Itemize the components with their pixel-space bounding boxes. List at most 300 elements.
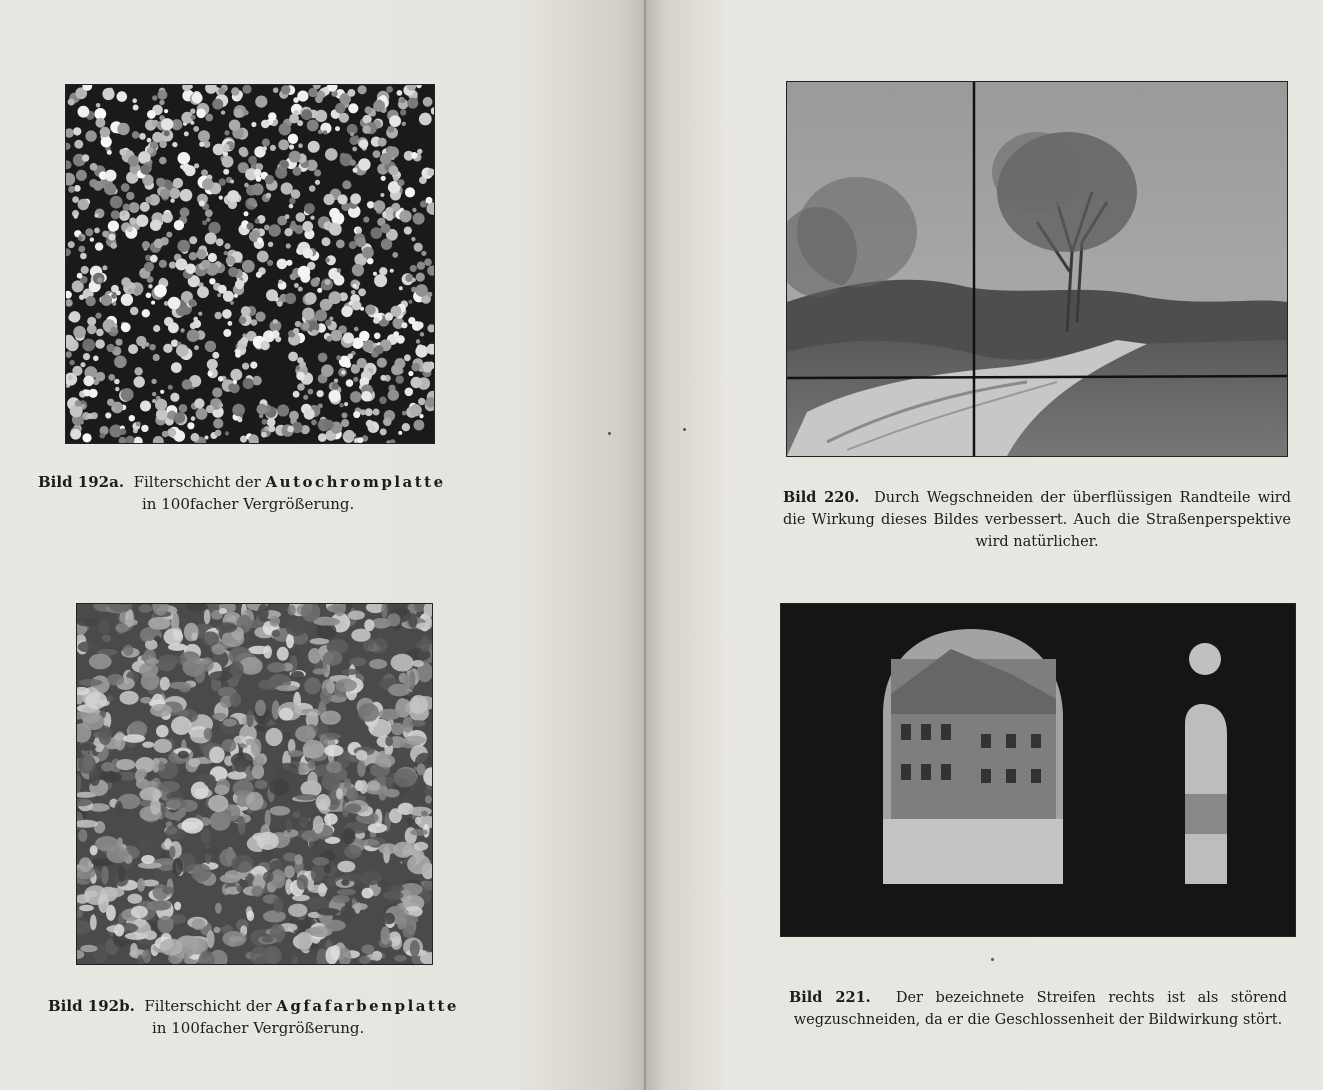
grain-dot (248, 156, 257, 165)
grain-dot (192, 93, 203, 104)
grain-dot (123, 204, 130, 211)
grain-dot (343, 332, 354, 343)
grain-blotch (407, 818, 413, 826)
grain-dot (398, 179, 405, 186)
grain-dot (97, 277, 103, 283)
grain-dot (358, 437, 364, 443)
grain-dot (255, 219, 260, 224)
grain-dot (325, 279, 331, 285)
grain-blotch (421, 811, 428, 817)
grain-dot (268, 332, 274, 338)
grain-blotch (160, 677, 170, 691)
grain-dot (415, 345, 428, 358)
grain-blotch (223, 719, 237, 727)
grain-blotch (178, 751, 189, 759)
grain-dot (359, 331, 369, 341)
grain-dot (325, 258, 330, 263)
grain-dot (255, 312, 265, 322)
grain-dot (270, 145, 276, 151)
grain-dot (255, 96, 267, 108)
grain-blotch (231, 855, 254, 873)
grain-blotch (204, 728, 213, 740)
grain-dot (189, 236, 197, 244)
grain-blotch (144, 633, 154, 641)
grain-dot (346, 379, 354, 387)
grain-blotch (79, 905, 94, 911)
grain-dot (303, 395, 308, 400)
grain-dot (348, 301, 352, 305)
grain-dot (367, 258, 374, 265)
grain-blotch (157, 916, 173, 933)
grain-dot (341, 306, 352, 317)
grain-dot (358, 288, 366, 296)
grain-dot (121, 294, 133, 306)
grain-dot (193, 317, 198, 322)
grain-blotch (125, 932, 148, 940)
grain-dot (405, 187, 415, 197)
grain-dot (164, 109, 168, 113)
grain-dot (278, 280, 282, 284)
grain-blotch (297, 875, 309, 890)
grain-dot (386, 86, 393, 93)
grain-dot (219, 178, 226, 185)
grain-dot (296, 372, 305, 381)
grain-dot (408, 371, 413, 376)
grain-dot (417, 262, 425, 270)
grain-dot (101, 136, 112, 147)
grain-dot (310, 216, 314, 220)
grain-blotch (79, 857, 92, 872)
grain-dot (164, 130, 170, 136)
grain-dot (413, 213, 425, 225)
grain-dot (351, 290, 356, 295)
grain-dot (347, 353, 353, 359)
grain-blotch (326, 761, 341, 774)
grain-blotch (269, 616, 280, 627)
grain-blotch (357, 760, 366, 777)
grain-blotch (378, 709, 400, 720)
grain-dot (96, 329, 104, 337)
grain-dot (105, 170, 117, 182)
grain-blotch (247, 910, 254, 921)
grain-blotch (214, 927, 221, 933)
grain-dot (358, 158, 370, 170)
grain-blotch (189, 758, 201, 767)
grain-dot (304, 203, 315, 214)
grain-dot (119, 149, 126, 156)
grain-dot (288, 352, 298, 362)
grain-blotch (171, 716, 191, 735)
grain-dot (378, 138, 387, 147)
grain-dot (312, 330, 318, 336)
grain-blotch (337, 889, 356, 896)
grain-dot (402, 122, 406, 126)
grain-blotch (410, 829, 428, 836)
grain-dot (251, 122, 256, 127)
grain-dot (381, 239, 392, 250)
grain-dot (242, 363, 249, 370)
grain-dot (308, 141, 320, 153)
grain-dot (402, 411, 407, 416)
grain-dot (191, 115, 196, 120)
grain-blotch (255, 780, 268, 789)
grain-dot (100, 433, 106, 439)
paper-speck (683, 428, 686, 431)
grain-blotch (328, 714, 336, 722)
grain-blotch (98, 726, 112, 746)
grain-dot (335, 103, 346, 114)
grain-dot (335, 126, 340, 131)
grain-dot (208, 371, 213, 376)
grain-dot (360, 409, 366, 415)
grain-dot (225, 431, 229, 435)
grain-dot (168, 385, 173, 390)
grain-dot (223, 329, 231, 337)
grain-dot (140, 202, 150, 212)
grain-blotch (219, 608, 227, 614)
grain-blotch (141, 855, 155, 864)
grain-blotch (375, 754, 395, 767)
landscape-photo-with-crop-lines (786, 81, 1288, 457)
grain-dot (365, 106, 373, 114)
grain-dot (289, 204, 294, 209)
grain-dot (380, 193, 384, 197)
grain-dot (354, 327, 359, 332)
grain-blotch (148, 617, 170, 630)
grain-dot (339, 403, 343, 407)
paper-speck (991, 958, 994, 961)
grain-blotch (172, 858, 183, 876)
grain-dot (66, 291, 72, 299)
grain-blotch (201, 828, 211, 844)
agfa-filter-micrograph (76, 603, 433, 965)
grain-blotch (323, 651, 343, 666)
grain-blotch (410, 720, 425, 727)
grain-blotch (79, 679, 103, 686)
grain-dot (176, 344, 189, 357)
grain-dot (107, 344, 115, 352)
grain-blotch (183, 658, 205, 677)
grain-blotch (209, 747, 225, 764)
grain-dot (342, 412, 348, 418)
grain-dot (411, 237, 415, 241)
grain-dot (415, 284, 428, 297)
grain-blotch (174, 902, 181, 911)
caption-label: Bild 192a. (38, 473, 125, 491)
grain-blotch (214, 785, 228, 796)
caption-221 (789, 987, 1287, 1031)
grain-dot (185, 264, 196, 275)
grain-dot (332, 383, 339, 390)
grain-blotch (293, 811, 301, 818)
grain-blotch (285, 617, 307, 637)
grain-dot (171, 340, 178, 347)
grain-blotch (182, 818, 204, 834)
grain-blotch (154, 900, 171, 910)
grain-blotch (209, 671, 232, 681)
grain-blotch (131, 722, 147, 735)
grain-dot (268, 242, 273, 247)
grain-dot (251, 319, 258, 326)
grain-dot (390, 439, 396, 443)
grain-dot (344, 402, 348, 406)
agfa-grain-pattern (77, 604, 432, 964)
archway-street-photo (780, 603, 1296, 937)
grain-dot (422, 362, 433, 373)
grain-dot (129, 218, 136, 225)
grain-blotch (202, 657, 214, 672)
grain-blotch (272, 630, 281, 638)
autochrom-filter-micrograph (65, 84, 435, 444)
grain-dot (66, 299, 73, 307)
grain-dot (374, 333, 381, 340)
grain-dot (323, 130, 327, 134)
grain-dot (93, 181, 103, 191)
grain-blotch (415, 790, 427, 807)
grain-blotch (367, 823, 387, 833)
grain-dot (139, 133, 146, 140)
grain-dot (362, 125, 371, 134)
grain-dot (373, 200, 385, 212)
grain-dot (159, 141, 167, 149)
grain-dot (145, 197, 151, 203)
grain-dot (207, 359, 218, 370)
grain-dot (324, 194, 335, 205)
caption-220 (783, 487, 1291, 553)
grain-blotch (106, 846, 129, 863)
grain-dot (227, 190, 239, 202)
grain-dot (273, 87, 279, 93)
grain-dot (142, 241, 150, 249)
grain-dot (173, 178, 183, 188)
grain-dot (336, 355, 341, 360)
grain-dot (117, 91, 128, 102)
grain-blotch (292, 956, 298, 964)
grain-dot (373, 150, 381, 158)
grain-dot (296, 212, 306, 222)
grain-dot (182, 379, 192, 389)
grain-dot (205, 114, 213, 122)
grain-dot (408, 317, 415, 324)
grain-dot (162, 431, 169, 438)
grain-blotch (286, 819, 292, 833)
grain-dot (132, 98, 137, 103)
grain-dot (421, 251, 426, 256)
grain-blotch (222, 931, 246, 947)
grain-dot (212, 99, 223, 110)
grain-dot (80, 362, 85, 367)
grain-dot (101, 295, 112, 306)
grain-dot (184, 131, 189, 136)
archway-illustration (781, 604, 1295, 936)
grain-dot (373, 317, 379, 323)
grain-dot (208, 222, 220, 234)
grain-dot (121, 388, 134, 401)
grain-blotch (178, 683, 191, 693)
grain-blotch (162, 887, 174, 894)
grain-blotch (124, 619, 137, 626)
grain-blotch (204, 609, 211, 624)
grain-blotch (131, 906, 148, 919)
grain-blotch (99, 619, 110, 635)
grain-dot (287, 426, 294, 433)
grain-dot (361, 391, 372, 402)
grain-dot (317, 390, 324, 397)
grain-blotch (420, 636, 430, 653)
grain-blotch (308, 760, 316, 769)
grain-blotch (234, 736, 247, 744)
grain-dot (213, 418, 223, 428)
grain-dot (121, 277, 131, 287)
grain-blotch (255, 700, 266, 717)
grain-dot (387, 147, 399, 159)
grain-dot (228, 384, 236, 392)
grain-dot (373, 409, 380, 416)
grain-dot (199, 200, 205, 206)
grain-blotch (164, 628, 184, 645)
grain-dot (406, 153, 412, 159)
grain-blotch (165, 798, 187, 810)
grain-dot (222, 144, 229, 151)
grain-dot (174, 412, 185, 423)
grain-dot (134, 287, 143, 296)
grain-dot (405, 388, 414, 397)
grain-dot (414, 243, 423, 252)
grain-dot (353, 411, 360, 418)
grain-dot (243, 378, 254, 389)
grain-dot (399, 210, 411, 222)
grain-dot (402, 423, 410, 431)
grain-dot (168, 297, 181, 310)
grain-dot (90, 163, 98, 171)
grain-dot (152, 392, 156, 396)
grain-dot (358, 85, 367, 94)
grain-dot (392, 252, 398, 258)
grain-dot (344, 430, 355, 441)
grain-dot (169, 262, 176, 269)
grain-dot (110, 196, 123, 209)
grain-dot (66, 128, 74, 137)
grain-dot (194, 345, 199, 350)
grain-dot (242, 260, 255, 273)
grain-blotch (277, 647, 289, 661)
grain-dot (289, 151, 301, 163)
grain-blotch (359, 956, 370, 964)
grain-blotch (303, 740, 325, 759)
grain-blotch (229, 692, 241, 707)
grain-dot (70, 404, 83, 417)
grain-blotch (139, 604, 153, 613)
grain-dot (110, 242, 117, 249)
grain-blotch (106, 695, 114, 702)
grain-dot (380, 375, 386, 381)
grain-dot (170, 393, 179, 402)
grain-dot (417, 85, 422, 88)
grain-dot (212, 387, 222, 397)
grain-dot (399, 286, 403, 290)
grain-dot (209, 278, 215, 284)
grain-dot (298, 287, 303, 292)
grain-dot (266, 289, 278, 301)
grain-dot (111, 293, 117, 299)
grain-dot (373, 272, 377, 276)
grain-blotch (89, 654, 112, 670)
grain-dot (387, 126, 394, 133)
grain-blotch (324, 813, 338, 825)
grain-dot (261, 432, 267, 438)
grain-dot (70, 429, 81, 440)
grain-dot (85, 346, 89, 350)
grain-dot (362, 247, 374, 259)
grain-dot (401, 322, 407, 328)
grain-dot (241, 337, 249, 345)
grain-dot (401, 98, 406, 103)
grain-dot (82, 433, 91, 442)
grain-dot (179, 404, 188, 413)
grain-blotch (158, 761, 165, 771)
grain-dot (294, 283, 299, 288)
caption-192a (38, 471, 478, 515)
grain-dot (83, 389, 88, 394)
grain-blotch (391, 654, 414, 672)
grain-dot (115, 387, 119, 391)
grain-dot (212, 352, 219, 359)
grain-dot (308, 389, 314, 395)
grain-dot (416, 273, 425, 282)
caption-label: Bild 221. (789, 989, 871, 1006)
grain-dot (412, 208, 416, 212)
grain-blotch (368, 719, 391, 737)
grain-dot (365, 305, 376, 316)
grain-blotch (101, 866, 109, 885)
grain-dot (266, 193, 272, 199)
grain-dot (167, 428, 176, 437)
grain-dot (120, 428, 127, 435)
grain-blotch (263, 910, 286, 922)
grain-dot (117, 123, 129, 135)
grain-dot (105, 412, 111, 418)
grain-blotch (313, 668, 329, 674)
grain-dot (247, 223, 254, 230)
grain-dot (373, 100, 385, 112)
grain-dot (277, 404, 289, 416)
grain-blotch (208, 795, 228, 812)
grain-dot (73, 326, 86, 339)
grain-blotch (326, 680, 335, 693)
grain-dot (411, 363, 420, 372)
grain-dot (78, 106, 90, 118)
grain-dot (205, 85, 217, 94)
grain-dot (325, 148, 338, 161)
grain-dot (383, 417, 392, 426)
grain-blotch (404, 674, 411, 693)
grain-dot (126, 436, 135, 443)
grain-blotch (412, 660, 424, 667)
grain-blotch (204, 775, 216, 787)
grain-blotch (169, 846, 175, 858)
grain-dot (352, 147, 357, 152)
grain-dot (111, 327, 117, 333)
grain-dot (75, 400, 81, 406)
grain-dot (121, 183, 130, 192)
grain-dot (322, 237, 331, 246)
grain-dot (180, 207, 190, 217)
grain-dot (114, 356, 127, 369)
grain-dot (311, 420, 317, 426)
grain-dot (303, 248, 313, 258)
grain-dot (205, 341, 216, 352)
grain-blotch (387, 613, 401, 626)
